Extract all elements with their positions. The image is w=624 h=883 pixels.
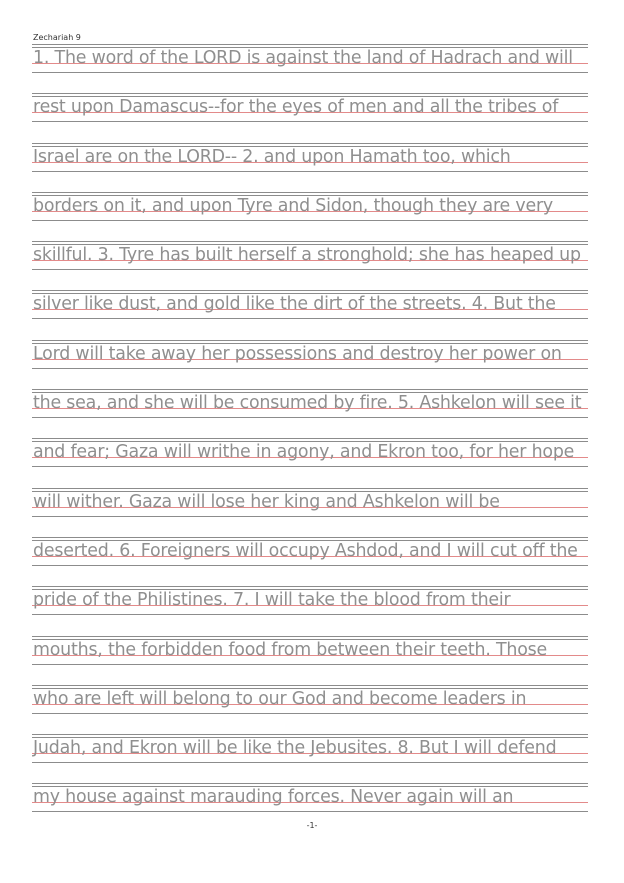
practice-row (32, 586, 588, 635)
guide-rule (32, 143, 588, 144)
practice-row (32, 734, 588, 783)
trace-text-line: Israel are on the LORD-- 2. and upon Hamath too, which (33, 146, 511, 167)
trace-text-line: 1. The word of the LORD is against the land of Hadrach and will (33, 48, 573, 68)
guide-rule (32, 171, 588, 172)
guide-rule (32, 417, 588, 418)
page-header: Zechariah 9 (33, 33, 81, 42)
practice-row (32, 290, 588, 339)
trace-text-line: pride of the Philistines. 7. I will take the blood from their (33, 590, 511, 611)
guide-rule (32, 565, 588, 566)
trace-text-line: silver like dust, and gold like the dirt of the streets. 4. But the (33, 294, 556, 315)
guide-rule (32, 438, 588, 439)
guide-rule (32, 516, 588, 517)
trace-text-line: borders on it, and upon Tyre and Sidon, though they are very (33, 195, 554, 216)
guide-rule (32, 290, 588, 291)
guide-rule (32, 783, 588, 784)
trace-text-line: Lord will take away her possessions and destroy her power on (33, 343, 562, 364)
handwriting-practice-lines (32, 44, 588, 833)
trace-text-line: mouths, the forbidden food from between their teeth. Those (33, 639, 548, 660)
guide-rule (32, 762, 588, 763)
guide-rule (32, 389, 588, 390)
practice-row (32, 143, 588, 192)
practice-row (32, 685, 588, 734)
practice-row (32, 44, 588, 93)
guide-rule (32, 537, 588, 538)
guide-rule (32, 340, 588, 341)
guide-rule (32, 93, 588, 94)
guide-rule (32, 466, 588, 467)
guide-rule (32, 368, 588, 369)
guide-rule (32, 44, 588, 45)
trace-text-line: the sea, and she will be consumed by fire. 5. Ashkelon will see it (33, 393, 582, 414)
practice-row (32, 241, 588, 290)
guide-rule (32, 269, 588, 270)
guide-rule (32, 220, 588, 221)
practice-row (32, 438, 588, 487)
guide-rule (32, 685, 588, 686)
practice-row (32, 389, 588, 438)
trace-text-line: skillful. 3. Tyre has built herself a stronghold; she has heaped up (33, 245, 581, 266)
practice-row (32, 340, 588, 389)
guide-rule (32, 664, 588, 665)
guide-rule (32, 72, 588, 73)
page-number: -1- (306, 821, 318, 830)
practice-row (32, 93, 588, 142)
practice-row (32, 537, 588, 586)
guide-rule (32, 614, 588, 615)
guide-rule (32, 192, 588, 193)
practice-row (32, 636, 588, 685)
guide-rule (32, 488, 588, 489)
guide-rule (32, 121, 588, 122)
guide-rule (32, 713, 588, 714)
trace-text-line: Judah, and Ekron will be like the Jebusites. 8. But I will defend (33, 738, 557, 759)
guide-rule (32, 318, 588, 319)
trace-text-line: and fear; Gaza will writhe in agony, and Ekron too, for her hope (33, 442, 575, 463)
trace-text-line: my house against marauding forces. Never again will an (33, 787, 514, 808)
guide-rule (32, 241, 588, 242)
guide-rule (32, 734, 588, 735)
practice-row (32, 488, 588, 537)
guide-rule (32, 636, 588, 637)
trace-text-line: will wither. Gaza will lose her king and Ashkelon will be (33, 491, 500, 512)
guide-rule (32, 811, 588, 812)
trace-text-line: who are left will belong to our God and become leaders in (33, 688, 527, 709)
practice-row (32, 192, 588, 241)
guide-rule (32, 586, 588, 587)
trace-text-line: rest upon Damascus--for the eyes of men and all the tribes of (33, 97, 559, 118)
trace-text-line: deserted. 6. Foreigners will occupy Ashdod, and I will cut off the (33, 540, 578, 561)
